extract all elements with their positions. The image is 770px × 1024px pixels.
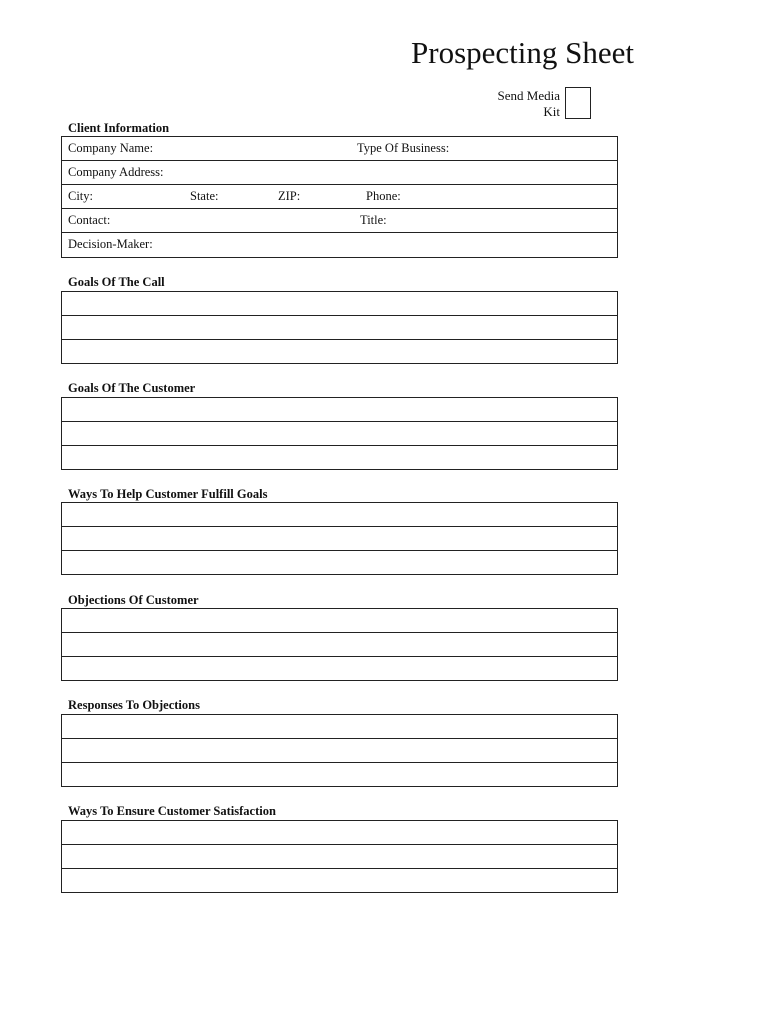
objections-heading: Objections Of Customer <box>68 593 199 607</box>
ways-to-help-line[interactable] <box>62 551 617 575</box>
ways-to-help-heading: Ways To Help Customer Fulfill Goals <box>68 487 268 501</box>
company-name-label: Company Name: <box>68 141 154 155</box>
contact-label: Contact: <box>68 213 111 227</box>
goals-of-the-call-line[interactable] <box>62 340 617 364</box>
objections-line[interactable] <box>62 609 617 633</box>
company-row <box>62 137 617 161</box>
goals-of-the-customer-table <box>61 397 618 470</box>
send-media-kit-label-line1: Send Media <box>497 88 560 103</box>
responses-line[interactable] <box>62 739 617 763</box>
objections-line[interactable] <box>62 657 617 681</box>
objections-line[interactable] <box>62 633 617 657</box>
state-label: State: <box>190 189 219 203</box>
satisfaction-line[interactable] <box>62 821 617 845</box>
responses-table <box>61 714 618 787</box>
ways-to-help-line[interactable] <box>62 527 617 551</box>
responses-heading: Responses To Objections <box>68 698 200 712</box>
phone-label: Phone: <box>366 189 401 203</box>
objections-table <box>61 608 618 681</box>
send-media-kit-label-line2: Kit <box>543 104 560 119</box>
responses-line[interactable] <box>62 715 617 739</box>
send-media-kit-checkbox[interactable] <box>565 87 591 119</box>
goals-of-the-customer-heading: Goals Of The Customer <box>68 381 196 395</box>
contact-row <box>62 209 617 233</box>
goals-of-the-customer-line[interactable] <box>62 446 617 470</box>
address-row <box>62 161 617 185</box>
page-title: Prospecting Sheet <box>411 35 634 70</box>
goals-of-the-call-line[interactable] <box>62 316 617 340</box>
goals-of-the-customer-line[interactable] <box>62 398 617 422</box>
goals-of-the-call-heading: Goals Of The Call <box>68 275 165 289</box>
title-label: Title: <box>360 213 387 227</box>
decision-maker-row <box>62 233 617 257</box>
location-row <box>62 185 617 209</box>
satisfaction-table <box>61 820 618 893</box>
client-information-heading: Client Information <box>68 121 170 135</box>
satisfaction-line[interactable] <box>62 869 617 893</box>
type-of-business-label: Type Of Business: <box>357 141 450 155</box>
goals-of-the-call-table <box>61 291 618 364</box>
ways-to-help-table <box>61 502 618 575</box>
company-address-label: Company Address: <box>68 165 164 179</box>
satisfaction-line[interactable] <box>62 845 617 869</box>
ways-to-help-line[interactable] <box>62 503 617 527</box>
city-label: City: <box>68 189 94 203</box>
zip-label: ZIP: <box>278 189 301 203</box>
client-information-table <box>61 136 618 258</box>
responses-line[interactable] <box>62 763 617 787</box>
goals-of-the-call-line[interactable] <box>62 292 617 316</box>
send-media-kit-label <box>460 88 560 120</box>
satisfaction-heading: Ways To Ensure Customer Satisfaction <box>68 804 276 818</box>
decision-maker-label: Decision-Maker: <box>68 237 153 251</box>
goals-of-the-customer-line[interactable] <box>62 422 617 446</box>
